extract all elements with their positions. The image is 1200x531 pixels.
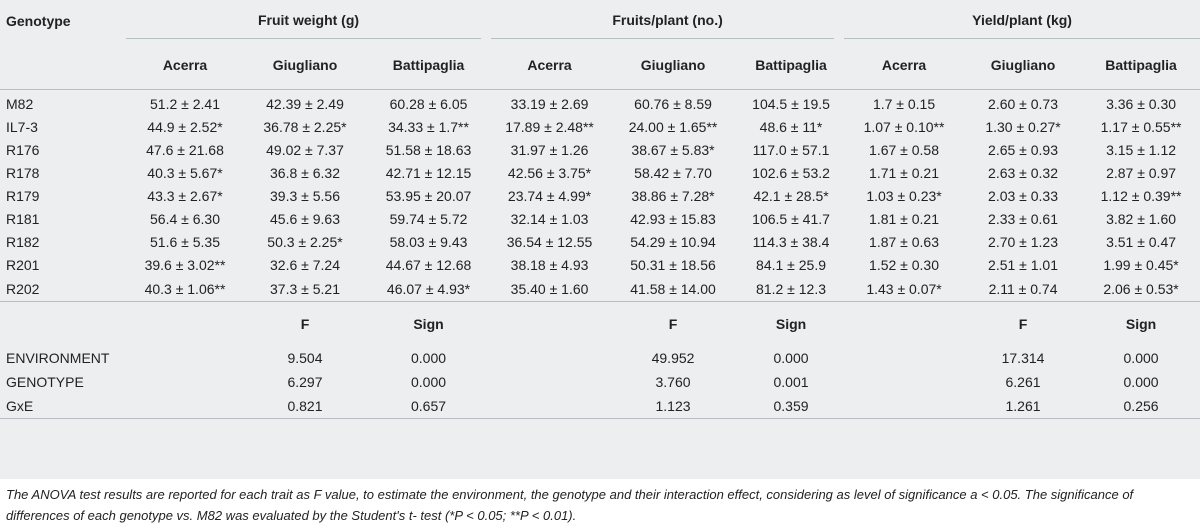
value-cell: 2.60 ± 0.73 — [988, 95, 1059, 112]
table-row — [0, 90, 1200, 116]
value-cell: 51.2 ± 2.41 — [150, 95, 220, 112]
table-row — [0, 253, 1200, 276]
value-cell: 1.43 ± 0.07* — [844, 276, 964, 302]
value-cell: 60.76 ± 8.59 — [634, 95, 712, 112]
value-cell: 38.67 ± 5.83* — [631, 141, 715, 158]
sign-header: Sign — [1125, 316, 1157, 332]
empty-header-cell — [0, 302, 126, 347]
genotype-name: R181 — [6, 210, 40, 227]
value-cell: 2.11 ± 0.74 — [964, 276, 1082, 302]
value-cell: 39.6 ± 3.02** — [144, 256, 226, 273]
value-cell: 42.71 ± 12.15 — [385, 164, 472, 181]
location-header: Battipaglia — [738, 41, 844, 90]
value-cell: 1.07 ± 0.10** — [863, 118, 945, 135]
anova-header-row — [0, 302, 1200, 347]
genotype-name: R202 — [0, 276, 126, 302]
table-row — [0, 230, 1200, 253]
genotype-name: R179 — [6, 187, 40, 204]
value-cell: 48.6 ± 11* — [759, 118, 823, 135]
value-cell: 39.3 ± 5.56 — [270, 187, 340, 204]
f-value: 1.261 — [964, 394, 1082, 419]
genotype-name: R178 — [6, 164, 40, 181]
value-cell: 3.36 ± 0.30 — [1106, 95, 1177, 112]
location-header: Battipaglia — [1082, 41, 1200, 90]
value-cell: 32.14 ± 1.03 — [510, 210, 589, 227]
genotype-name: M82 — [6, 95, 34, 112]
value-cell: 42.56 ± 3.75* — [507, 164, 592, 181]
value-cell: 46.07 ± 4.93* — [366, 276, 491, 302]
group-underline — [844, 38, 1200, 39]
genotype-name: R182 — [6, 233, 40, 250]
value-cell: 1.12 ± 0.39** — [1100, 187, 1182, 204]
value-cell: 32.6 ± 7.24 — [270, 256, 340, 273]
value-cell: 2.03 ± 0.33 — [988, 187, 1059, 204]
empty-cell — [126, 394, 244, 419]
value-cell: 56.4 ± 6.30 — [150, 210, 220, 227]
value-cell: 1.03 ± 0.23* — [866, 187, 942, 204]
value-cell: 44.67 ± 12.68 — [385, 256, 472, 273]
f-value: 6.261 — [1005, 374, 1041, 390]
value-cell: 2.51 ± 1.01 — [988, 256, 1059, 273]
sign-value: 0.000 — [410, 350, 447, 366]
empty-cell — [126, 346, 244, 370]
value-cell: 38.18 ± 4.93 — [510, 256, 589, 273]
anova-row — [0, 370, 1200, 394]
value-cell: 40.3 ± 5.67* — [147, 164, 223, 181]
value-cell: 117.0 ± 57.1 — [752, 141, 830, 158]
sign-value: 0.000 — [1123, 350, 1159, 366]
value-cell: 54.29 ± 10.94 — [630, 233, 716, 250]
value-cell: 34.33 ± 1.7** — [388, 118, 469, 135]
value-cell: 81.2 ± 12.3 — [738, 276, 844, 302]
value-cell: 43.3 ± 2.67* — [147, 187, 223, 204]
sign-value: 0.359 — [738, 394, 844, 419]
value-cell: 58.03 ± 9.43 — [389, 233, 468, 250]
anova-row — [0, 346, 1200, 370]
value-cell: 44.9 ± 2.52* — [147, 118, 223, 135]
genotype-header: Genotype — [6, 12, 71, 29]
value-cell: 1.81 ± 0.21 — [869, 210, 940, 227]
location-header: Battipaglia — [366, 41, 491, 90]
value-cell: 24.00 ± 1.65** — [628, 118, 718, 135]
empty-cell — [844, 370, 964, 394]
value-cell: 1.17 ± 0.55** — [1100, 118, 1182, 135]
value-cell: 53.95 ± 20.07 — [385, 187, 472, 204]
sign-value: 0.657 — [366, 394, 491, 419]
empty-cell — [844, 394, 964, 419]
location-header: Acerra — [491, 41, 608, 90]
table-row — [0, 207, 1200, 230]
value-cell: 42.39 ± 2.49 — [266, 95, 344, 112]
table-row — [0, 138, 1200, 161]
sign-value: 0.000 — [410, 374, 447, 390]
value-cell: 36.54 ± 12.55 — [506, 233, 593, 250]
value-cell: 45.6 ± 9.63 — [270, 210, 340, 227]
value-cell: 3.15 ± 1.12 — [1106, 141, 1177, 158]
genotype-name: R176 — [6, 141, 40, 158]
location-header: Giugliano — [608, 41, 738, 90]
value-cell: 41.58 ± 14.00 — [608, 276, 738, 302]
value-cell: 60.28 ± 6.05 — [389, 95, 468, 112]
group-underline — [491, 38, 834, 39]
value-cell: 104.5 ± 19.5 — [752, 95, 830, 112]
value-cell: 17.89 ± 2.48** — [505, 118, 594, 135]
value-cell: 2.70 ± 1.23 — [988, 233, 1059, 250]
table-row — [0, 184, 1200, 207]
f-value: 9.504 — [287, 350, 323, 366]
value-cell: 47.6 ± 21.68 — [146, 141, 224, 158]
group-underline — [126, 38, 481, 39]
genotype-rows — [0, 90, 1200, 302]
value-cell: 51.6 ± 5.35 — [150, 233, 220, 250]
value-cell: 102.6 ± 53.2 — [752, 164, 830, 181]
value-cell: 49.02 ± 7.37 — [266, 141, 344, 158]
value-cell: 2.63 ± 0.32 — [988, 164, 1059, 181]
value-cell: 31.97 ± 1.26 — [510, 141, 589, 158]
value-cell: 1.99 ± 0.45* — [1103, 256, 1179, 273]
value-cell: 84.1 ± 25.9 — [756, 256, 827, 273]
value-cell: 1.87 ± 0.63 — [869, 233, 940, 250]
f-value: 0.821 — [244, 394, 366, 419]
value-cell: 35.40 ± 1.60 — [491, 276, 608, 302]
value-cell: 42.1 ± 28.5* — [753, 187, 829, 204]
genotype-name: R201 — [6, 256, 40, 273]
empty-header-cell — [844, 302, 964, 347]
f-value: 17.314 — [1001, 350, 1045, 366]
location-header-row — [0, 41, 1200, 90]
location-header: Giugliano — [964, 41, 1082, 90]
value-cell: 40.3 ± 1.06** — [126, 276, 244, 302]
sign-value: 0.256 — [1082, 394, 1200, 419]
empty-header-cell — [0, 41, 126, 90]
sign-value: 0.000 — [773, 350, 809, 366]
sign-header: Sign — [775, 316, 807, 332]
location-header: Giugliano — [244, 41, 366, 90]
fruit-weight-header — [126, 0, 491, 41]
empty-cell — [491, 370, 608, 394]
value-cell: 114.3 ± 38.4 — [752, 233, 830, 250]
sign-value: 0.000 — [1123, 374, 1159, 390]
value-cell: 23.74 ± 4.99* — [507, 187, 592, 204]
value-cell: 1.7 ± 0.15 — [872, 95, 936, 112]
table-footnote: The ANOVA test results are reported for each trait as F value, to estimate the environment, the genotype and their interaction effect, considering as level of significance a < 0.05. The significance of differences of each genotype vs. M82 was evaluated by the Student's t- test (*P < 0.05; **P < 0.01). — [6, 487, 1134, 523]
f-value: 1.123 — [608, 394, 738, 419]
f-header: F — [1018, 316, 1028, 332]
value-cell: 2.33 ± 0.61 — [988, 210, 1059, 227]
empty-header-cell — [126, 302, 244, 347]
value-cell: 1.52 ± 0.30 — [869, 256, 940, 273]
table-row — [0, 161, 1200, 184]
table-row — [0, 115, 1200, 138]
value-cell: 2.06 ± 0.53* — [1082, 276, 1200, 302]
anova-rows — [0, 346, 1200, 419]
value-cell: 50.31 ± 18.56 — [630, 256, 716, 273]
f-header: F — [300, 316, 310, 332]
value-cell: 36.8 ± 6.32 — [270, 164, 340, 181]
value-cell: 51.58 ± 18.63 — [385, 141, 472, 158]
value-cell: 38.86 ± 7.28* — [631, 187, 715, 204]
location-header: Acerra — [844, 41, 964, 90]
sign-value: 0.001 — [773, 374, 809, 390]
group-title: Yield/plant (kg) — [972, 12, 1072, 28]
f-value: 6.297 — [287, 374, 323, 390]
anova-row — [0, 394, 1200, 419]
value-cell: 2.65 ± 0.93 — [988, 141, 1059, 158]
table-row — [0, 276, 1200, 302]
value-cell: 42.93 ± 15.83 — [630, 210, 716, 227]
location-header: Acerra — [126, 41, 244, 90]
sign-header: Sign — [413, 316, 444, 332]
f-value: 3.760 — [655, 374, 691, 390]
anova-source: ENVIRONMENT — [6, 350, 110, 366]
empty-cell — [126, 370, 244, 394]
value-cell: 36.78 ± 2.25* — [263, 118, 347, 135]
anova-source: GxE — [0, 394, 126, 419]
value-cell: 1.71 ± 0.21 — [869, 164, 940, 181]
value-cell: 3.82 ± 1.60 — [1106, 210, 1177, 227]
value-cell: 1.67 ± 0.58 — [869, 141, 940, 158]
empty-cell — [844, 346, 964, 370]
f-value: 49.952 — [651, 350, 695, 366]
value-cell: 33.19 ± 2.69 — [510, 95, 589, 112]
value-cell: 1.30 ± 0.27* — [985, 118, 1061, 135]
empty-header-cell — [491, 302, 608, 347]
group-header-row — [0, 0, 1200, 41]
f-header: F — [668, 316, 678, 332]
value-cell: 50.3 ± 2.25* — [267, 233, 343, 250]
group-title: Fruits/plant (no.) — [612, 12, 723, 28]
group-title: Fruit weight (g) — [257, 12, 360, 28]
value-cell: 2.87 ± 0.97 — [1106, 164, 1177, 181]
value-cell: 106.5 ± 41.7 — [752, 210, 830, 227]
value-cell: 37.3 ± 5.21 — [244, 276, 366, 302]
fruits-per-plant-header — [491, 0, 844, 41]
value-cell: 58.42 ± 7.70 — [634, 164, 712, 181]
genotype-name: IL7-3 — [6, 118, 38, 135]
empty-cell — [491, 394, 608, 419]
yield-per-plant-header — [844, 0, 1200, 41]
anova-section — [0, 302, 1200, 347]
anova-source: GENOTYPE — [6, 374, 84, 390]
value-cell: 3.51 ± 0.47 — [1106, 233, 1177, 250]
value-cell: 59.74 ± 5.72 — [389, 210, 468, 227]
empty-cell — [491, 346, 608, 370]
